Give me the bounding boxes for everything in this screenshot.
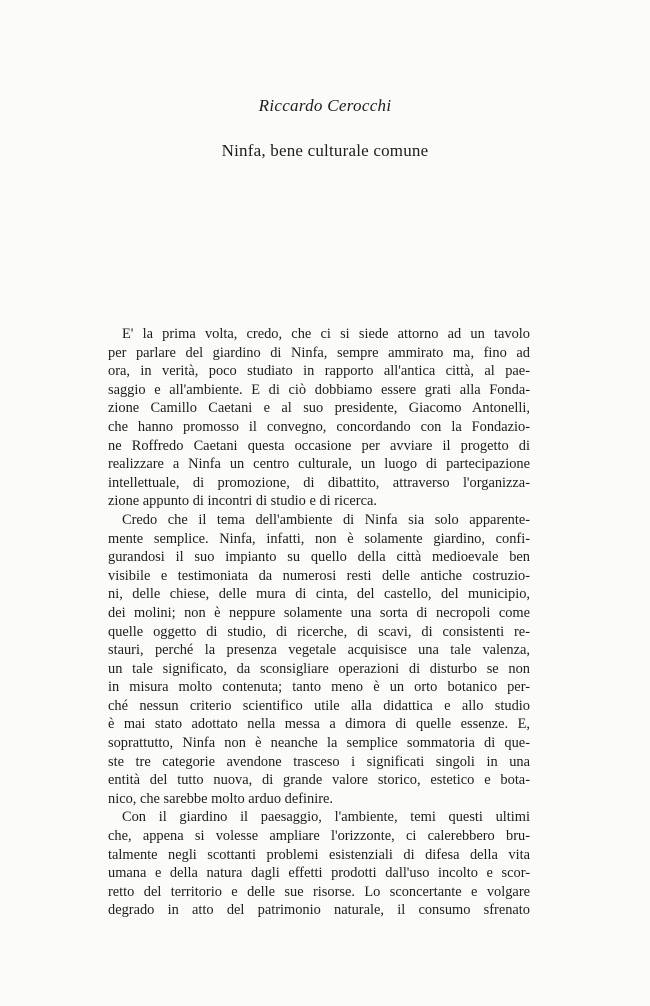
text-line: gurandosi il suo impianto su quello della città medioevale ben	[108, 549, 530, 566]
text-line: mente semplice. Ninfa, infatti, non è solamente giardino, confi-	[108, 530, 530, 547]
paragraph-1	[108, 325, 530, 511]
text-line: è mai stato adottato nella messa a dimora di quelle essenze. E,	[108, 716, 530, 733]
text-line: Con il giardino il paesaggio, l'ambiente, temi questi ultimi	[122, 809, 530, 826]
text-line: un tale significato, da sconsigliare operazioni di disturbo se non	[108, 660, 530, 677]
text-line: zione appunto di incontri di studio e di ricerca.	[108, 493, 377, 510]
text-line: intellettuale, di promozione, di dibattito, attraverso l'organizza-	[108, 474, 530, 491]
text-line: in misura molto contenuta; tanto meno è un orto botanico per-	[108, 679, 530, 696]
paragraph-2	[108, 511, 530, 809]
text-line: ché nessun criterio scientifico utile alla didattica e allo studio	[108, 697, 530, 714]
text-line: Credo che il tema dell'ambiente di Ninfa sia solo apparente-	[122, 511, 530, 528]
text-line: per parlare del giardino di Ninfa, sempre ammirato ma, fino ad	[108, 344, 530, 361]
text-line: che, appena si volesse ampliare l'orizzonte, ci calerebbero bru-	[108, 828, 530, 845]
text-line: ne Roffredo Caetani questa occasione per avviare il progetto di	[108, 437, 530, 454]
text-line: entità del tutto nuova, di grande valore storico, estetico e bota-	[108, 772, 530, 789]
article-body	[108, 325, 530, 920]
text-line: retto del territorio e delle sue risorse. Lo sconcertante e volgare	[108, 883, 530, 900]
text-line: degrado in atto del patrimonio naturale, il consumo sfrenato	[108, 902, 530, 919]
text-line: stauri, perché la presenza vegetale acquisisce una tale valenza,	[108, 642, 530, 659]
text-line: nico, che sarebbe molto arduo definire.	[108, 790, 333, 807]
text-line: talmente negli scottanti problemi esistenziali di difesa della vita	[108, 846, 530, 863]
text-line: ora, in verità, poco studiato in rapporto all'antica città, al pae-	[108, 363, 530, 380]
article-title: Ninfa, bene culturale comune	[221, 141, 429, 160]
text-line: quelle oggetto di studio, di ricerche, di scavi, di consistenti re-	[108, 623, 530, 640]
text-line: visibile e testimoniata da numerosi resti delle antiche costruzio-	[108, 567, 530, 584]
author-name: Riccardo Cerocchi	[258, 96, 392, 115]
text-line: saggio e all'ambiente. E di ciò dobbiamo essere grati alla Fonda-	[108, 381, 530, 398]
text-line: ste tre categorie avendone trasceso i significati singoli in una	[108, 753, 530, 770]
text-line: E' la prima volta, credo, che ci si siede attorno ad un tavolo	[122, 326, 530, 342]
text-line: realizzare a Ninfa un centro culturale, un luogo di partecipazione	[108, 456, 530, 473]
text-line: dei molini; non è neppure solamente una sorta di necropoli come	[108, 604, 530, 621]
paragraph-3	[108, 808, 530, 920]
text-line: soprattutto, Ninfa non è neanche la semplice sommatoria di que-	[108, 735, 530, 752]
text-line: ni, delle chiese, delle mura di cinta, del castello, del municipio,	[108, 586, 530, 603]
text-line: umana e della natura dagli effetti prodotti dall'uso incolto e scor-	[108, 865, 530, 882]
text-line: che hanno promosso il convegno, concordando con la Fondazio-	[108, 418, 530, 435]
text-line: zione Camillo Caetani e al suo presidente, Giacomo Antonelli,	[108, 400, 530, 417]
